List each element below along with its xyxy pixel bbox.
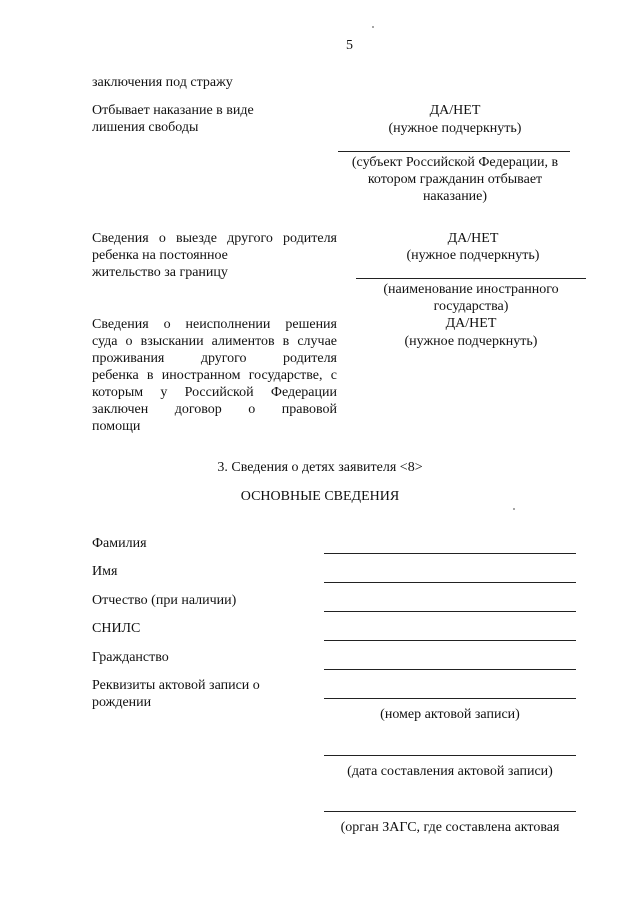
- name-input-line[interactable]: [324, 582, 576, 583]
- answer-line[interactable]: [356, 278, 586, 279]
- field-label-patronymic: Отчество (при наличии): [92, 593, 237, 608]
- surname-input-line[interactable]: [324, 553, 576, 554]
- field-label-snils: СНИЛС: [92, 621, 141, 636]
- underline-hint: (нужное подчеркнуть): [388, 121, 522, 136]
- field-label-citizenship: Гражданство: [92, 650, 169, 665]
- row-label-line: суда о взыскании алиментов в случае: [92, 334, 337, 349]
- yes-no-choice: ДА/НЕТ: [429, 103, 481, 118]
- row-label-line: ребенка на постоянное: [92, 248, 228, 263]
- snils-input-line[interactable]: [324, 640, 576, 641]
- field-label-surname: Фамилия: [92, 536, 147, 551]
- row-label-line: лишения свободы: [92, 120, 199, 135]
- line-caption: (субъект Российской Федерации, в: [351, 155, 559, 170]
- field-label-birth-record: рождении: [92, 695, 152, 710]
- page-number: 5: [346, 38, 353, 53]
- section-title: 3. Сведения о детях заявителя <8>: [217, 460, 423, 475]
- yes-no-choice: ДА/НЕТ: [445, 316, 497, 331]
- row-label-line: ребенка в иностранном государстве, с: [92, 368, 337, 383]
- continuation-text: заключения под стражу: [92, 75, 233, 90]
- record-date-caption: (дата составления актовой записи): [347, 764, 553, 779]
- row-label-line: жительство за границу: [92, 265, 228, 280]
- underline-hint: (нужное подчеркнуть): [404, 334, 538, 349]
- patronymic-input-line[interactable]: [324, 611, 576, 612]
- row-label-line: заключен договор о правовой: [92, 402, 337, 417]
- record-date-input-line[interactable]: [324, 755, 576, 756]
- row-label-line: которым у Российской Федерации: [92, 385, 337, 400]
- registry-office-input-line[interactable]: [324, 811, 576, 812]
- registry-office-caption: (орган ЗАГС, где составлена актовая: [340, 820, 560, 835]
- row-label-line: Отбывает наказание в виде: [92, 103, 254, 118]
- field-label-birth-record: Реквизиты актовой записи о: [92, 678, 260, 693]
- field-label-name: Имя: [92, 564, 118, 579]
- row-label-line: Сведения о неисполнении решения: [92, 317, 337, 332]
- row-label-line: проживания другого родителя: [92, 351, 337, 366]
- line-caption: котором гражданин отбывает: [367, 172, 543, 187]
- underline-hint: (нужное подчеркнуть): [406, 248, 540, 263]
- subsection-title: ОСНОВНЫЕ СВЕДЕНИЯ: [240, 489, 400, 504]
- record-number-input-line[interactable]: [324, 698, 576, 699]
- row-label-line: Сведения о выезде другого родителя: [92, 231, 337, 246]
- line-caption: наказание): [422, 189, 488, 204]
- answer-line[interactable]: [338, 151, 570, 152]
- yes-no-choice: ДА/НЕТ: [447, 231, 499, 246]
- line-caption: государства): [433, 299, 509, 314]
- scan-speck: [372, 26, 374, 28]
- scan-speck: [513, 508, 515, 510]
- line-caption: (наименование иностранного: [383, 282, 559, 297]
- row-label-line: помощи: [92, 419, 141, 434]
- citizenship-input-line[interactable]: [324, 669, 576, 670]
- record-number-caption: (номер актовой записи): [380, 707, 520, 722]
